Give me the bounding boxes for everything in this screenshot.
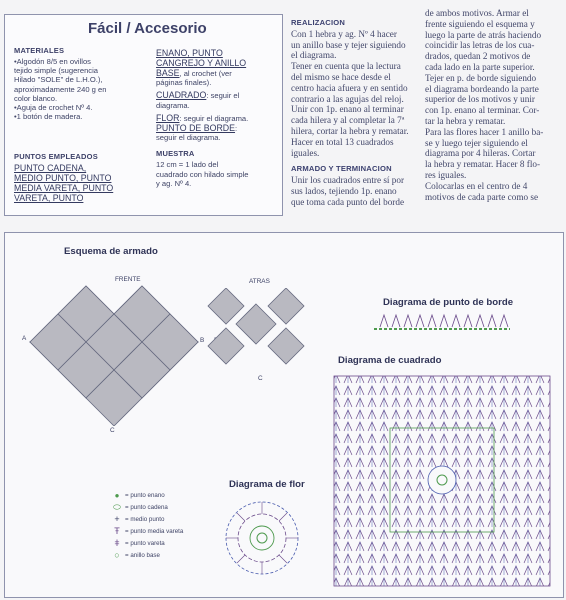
stitch-item: VARETA, PUNTO [14, 193, 84, 203]
assembly-square [208, 328, 244, 364]
materials-line: •1 botón de madera. [14, 112, 83, 122]
text-line: se y luego tejer siguiendo el [425, 137, 528, 148]
materials-list [14, 57, 144, 121]
anillo-base-symbol-icon: ○ [114, 550, 120, 560]
media-vareta-symbol-icon: Ŧ [114, 526, 120, 536]
realizacion-heading: REALIZACION [291, 18, 346, 27]
text-line: hilera, cortar la hebra y rematar. [291, 125, 409, 136]
stitch-details-column [156, 48, 278, 188]
materials-section [14, 46, 144, 121]
assembly-square [268, 328, 304, 364]
materials-line: Hilado "SOLE" de L.H.O.), [14, 75, 103, 85]
text-line: la hebra y rematar. Hacer 8 flo- [425, 159, 541, 170]
anillo-base-note-2: páginas finales). [156, 78, 212, 88]
text-line: coincidir las letras de los cua- [425, 40, 535, 51]
materials-line: aproximadamente 240 g en [14, 84, 107, 94]
anillo-base-note: BASE, al crochet (ver [156, 68, 232, 78]
assembly-square [208, 288, 244, 324]
legend-label: = punto cadena [125, 503, 168, 511]
text-line: motivos de cada parte como se [425, 191, 539, 202]
armado-heading: ARMADO Y TERMINACION [291, 164, 392, 174]
cadena-symbol-icon: ⬭ [113, 501, 121, 512]
materials-line: tejido simple (sugerencia [14, 66, 98, 76]
pattern-title: Fácil / Accesorio [88, 20, 207, 37]
esquema-title: Esquema de armado [64, 246, 158, 257]
text-line: un anillo base y tejer siguiendo [291, 39, 406, 50]
text-line: Unir con 1p. enano al terminar [291, 104, 404, 115]
text-line: Hacer en total 13 cuadrados [291, 136, 394, 147]
text-line: cada hilera y al completar la 7ª [291, 115, 405, 126]
legend-item [112, 537, 232, 549]
flor-title: Diagrama de flor [229, 479, 305, 490]
letter-c-front: C [110, 427, 115, 434]
text-line: drados, quedan 2 motivos de [425, 51, 531, 62]
text-line: cada lado en la parte superior. [425, 61, 535, 72]
flor-note: FLOR: seguir el diagrama. [156, 112, 249, 123]
materials-line: color blanco. [14, 93, 58, 103]
realizacion-section [291, 18, 431, 208]
legend-label: = punto enano [125, 491, 165, 499]
atras-label: ATRAS [249, 278, 270, 285]
letter-a: A [22, 335, 27, 342]
text-line: con 1p. enano al terminar. Cor- [425, 105, 540, 116]
text-line: sus lados, tejiendo 1p. enano [291, 185, 397, 196]
stitch-item: MEDIO PUNTO, PUNTO [14, 173, 112, 183]
letter-c-back: C [258, 375, 263, 382]
text-line: diagrama por 4 hileras. Cortar [425, 148, 536, 159]
borde-title: Diagrama de punto de borde [383, 297, 514, 308]
borde-note-2: seguir el diagrama. [156, 133, 221, 143]
vareta-symbol-icon: ǂ [114, 538, 120, 548]
cuadrado-title: Diagrama de cuadrado [338, 355, 442, 366]
text-line: frente siguiendo el esquema y [425, 18, 535, 29]
text-line: iguales. [291, 147, 320, 158]
cuadrado-note: CUADRADO: seguir el [156, 90, 240, 101]
materials-line: •Algodón 8/5 en ovillos [14, 57, 91, 66]
text-line: res iguales. [425, 169, 467, 180]
text-line: el diagrama. [291, 50, 337, 61]
stitch-item: PUNTO CADENA, [14, 163, 87, 173]
assembly-square [236, 304, 276, 344]
atras-diagram [206, 288, 306, 378]
sample-heading: MUESTRA [156, 149, 195, 159]
text-line: Tejer en p. de borde siguiendo [425, 72, 537, 83]
legend-item [112, 501, 232, 513]
stitch-item: MEDIA VARETA, PUNTO [14, 183, 114, 193]
materials-line: •Aguja de crochet Nº 4. [14, 103, 93, 113]
legend-item [112, 525, 232, 537]
text-line: de ambos motivos. Armar el [425, 8, 529, 18]
text-line: el diagrama bordeando la parte [425, 83, 539, 94]
legend-item [112, 513, 232, 525]
stitch-item: CANGREJO Y ANILLO [156, 58, 247, 68]
text-line: centro hacia afuera y en sentido [291, 82, 408, 93]
stitches-heading: PUNTOS EMPLEADOS [14, 152, 98, 161]
sample-line: y ag. Nº 4. [156, 178, 192, 188]
instructions-right-column [425, 8, 563, 202]
text-line: Con 1 hebra y ag. Nº 4 hacer [291, 28, 397, 39]
legend [112, 489, 232, 561]
text-line: Unir los cuadrados entre sí por [291, 175, 405, 186]
stitch-item: ENANO, PUNTO [156, 48, 223, 58]
sample-line: cuadrado con hilado simple [156, 169, 249, 179]
sample-line: 12 cm = 1 lado del [156, 160, 219, 170]
borde-diagram [372, 311, 512, 333]
text-line: del mismo se hace desde el [291, 71, 391, 82]
flor-diagram [222, 498, 302, 578]
stitches-section [14, 152, 149, 203]
text-line: tar la hebra y rematar. [425, 115, 506, 126]
text-line: Colocarlas en el centro de 4 [425, 180, 528, 191]
letter-b-front: B [200, 337, 205, 344]
assembly-square [268, 288, 304, 324]
legend-item [112, 489, 232, 501]
legend-label: = anillo base [125, 551, 160, 559]
medio-punto-symbol-icon: + [114, 514, 120, 524]
text-line: Tener en cuenta que la lectura [291, 61, 401, 72]
enano-symbol-icon: ● [114, 490, 120, 500]
legend-label: = punto vareta [125, 539, 165, 547]
borde-note: PUNTO DE BORDE: [156, 123, 238, 134]
text-line: luego la parte de atrás haciendo [425, 29, 542, 40]
materials-heading: MATERIALES [14, 46, 65, 55]
text-line: Para las flores hacer 1 anillo ba- [425, 126, 544, 137]
text-line: contrario a las agujas del reloj. [291, 93, 404, 104]
text-line: que toma cada punto del borde [291, 196, 405, 207]
cuadrado-note-2: diagrama. [156, 100, 190, 110]
frente-label: FRENTE [115, 276, 141, 283]
cuadrado-diagram [330, 372, 554, 590]
legend-label: = punto media vareta [125, 527, 184, 535]
legend-item [112, 549, 232, 561]
legend-label: = medio punto [125, 515, 165, 523]
text-line: superior de los motivos y unir [425, 94, 535, 105]
frente-diagram [28, 284, 200, 426]
